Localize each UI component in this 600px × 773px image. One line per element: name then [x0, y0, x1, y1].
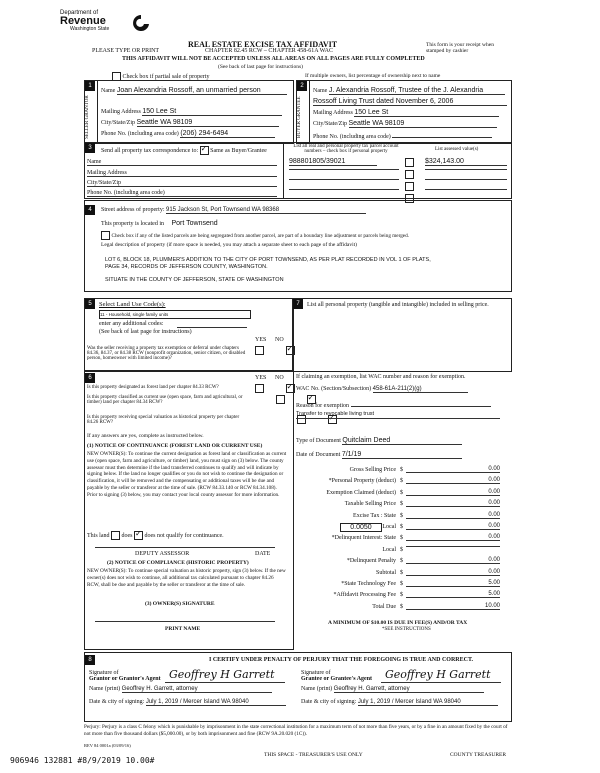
form-title: REAL ESTATE EXCISE TAX AFFIDAVIT [188, 40, 338, 49]
buyer-name-label: Name [313, 88, 328, 94]
grantee-sig-label: Signature of [301, 670, 331, 676]
calc-value[interactable]: 0.00 [406, 523, 500, 530]
seller-mail-row [101, 108, 289, 116]
receipt-stamp: 906946 132881 #8/9/2019 10.00# [10, 756, 155, 765]
see-back: (See back of last page for instructions) [218, 64, 303, 70]
send-correspondence [101, 146, 267, 155]
revision: REV 84 0001a (03/09/16) [84, 743, 131, 748]
segregated-row [101, 231, 409, 240]
owner-signature-line[interactable] [95, 621, 275, 622]
dollar-sign: $ [400, 603, 403, 610]
corr-mail[interactable] [87, 170, 277, 177]
seller-name[interactable]: Joan Alexandria Rossoff, an unmarried person [117, 87, 287, 95]
parcel-checkboxes [405, 158, 415, 203]
calc-value[interactable]: 0.00 [406, 466, 500, 473]
forest-question: Is this property designated as forest land per chapter 84.33 RCW? [87, 385, 219, 390]
dollar-sign: $ [400, 467, 403, 473]
parcel-line-3[interactable] [289, 179, 399, 180]
buyer-phone[interactable] [392, 131, 492, 138]
section-1-number: 1 [85, 81, 95, 91]
additional-codes-field[interactable] [177, 327, 247, 328]
doctype-label: Type of Document [296, 438, 341, 444]
doctype[interactable]: Quitclaim Deed [342, 437, 462, 445]
seller-city-label: City/State/Zip [101, 120, 135, 126]
legal-line1: LOT 6, BLOCK 18, PLUMMER'S ADDITION TO THE CITY OF PORT TOWNSEND, AS PER PLAT RECORDED IN VOL 1 OF PLATS, [105, 257, 431, 263]
parcel-list-header: List all real and personal property tax parcel account numbers – check box if personal property [293, 144, 399, 154]
forest-yes[interactable] [255, 384, 264, 393]
buyer-phone-row [313, 131, 507, 140]
seller-name-row [101, 87, 289, 95]
calc-row [292, 477, 504, 488]
owner-signature-label: (3) OWNER(S) SIGNATURE [145, 601, 215, 607]
historic-question: Is this property receiving special valuation as historical property per chapter 84.26 RCW? [87, 415, 240, 425]
grantor-signature-block [89, 670, 295, 706]
doctype-row [296, 437, 462, 445]
calc-value[interactable]: 0.00 [406, 569, 500, 576]
section-4-property [84, 200, 512, 292]
deputy-date-label: DATE [255, 551, 271, 557]
street-address[interactable]: 915 Jackson St, Port Townsend WA 98368 [166, 207, 366, 214]
legal-label: Legal description of property (if more space is needed, you may attach a separate sheet to each page of the affidavit) [101, 242, 357, 248]
dollar-sign: $ [400, 501, 403, 508]
seller-city[interactable]: Seattle WA 98109 [137, 119, 279, 127]
land-use-see: (See back of last page for instructions) [99, 329, 192, 335]
seller-phone-label: Phone No. (including area code) [101, 131, 179, 137]
docdate-row [296, 451, 462, 459]
dollar-sign: $ [400, 478, 403, 485]
personal-property-label: List all personal property (tangible and intangible) included in selling price. [307, 302, 489, 308]
grantee-agent-label: Grantee or Grantee's Agent [301, 676, 373, 682]
land-use-code[interactable]: 11 - Household, single family units [99, 310, 251, 319]
dollar-sign: $ [400, 523, 403, 530]
buyer-side-label: BUYER GRANTEE [297, 96, 302, 138]
treasurer-space: THIS SPACE - TREASURER'S USE ONLY [264, 752, 363, 758]
calc-row [292, 557, 504, 568]
reason-label: Reason for exemption [296, 403, 349, 409]
grantor-date-label: Date & city of signing: [89, 699, 145, 705]
calc-row [292, 534, 504, 545]
located-row [101, 220, 218, 227]
calc-label: Exemption Claimed (deduct) [326, 489, 396, 496]
calc-label: Gross Selling Price [349, 467, 396, 473]
parcel-line-2[interactable] [289, 169, 399, 170]
parcel-3-checkbox[interactable] [405, 182, 414, 191]
calc-label: *State Technology Fee [341, 580, 396, 587]
grantee-name-label: Name (print) [301, 686, 333, 692]
buyer-mail-label: Mailing Address [313, 110, 353, 116]
calc-value[interactable] [406, 546, 500, 547]
segregated-checkbox[interactable] [101, 231, 110, 240]
corr-city[interactable] [87, 180, 277, 187]
assessed-line-2[interactable] [425, 169, 507, 170]
does-not-checkbox[interactable] [134, 531, 143, 540]
grantee-date-label: Date & city of signing: [301, 699, 357, 705]
seller-mail-label: Mailing Address [101, 109, 141, 115]
seller-phone[interactable]: (206) 294-6494 [180, 130, 275, 138]
calc-row [292, 591, 504, 602]
land-use-label: Select Land Use Code(s): [99, 301, 166, 308]
same-as-buyer-checkbox[interactable] [200, 146, 209, 155]
buyer-name-line1[interactable]: J. Alexandria Rossoff, Trustee of the J. Alexandria [329, 87, 505, 95]
parcel-2-checkbox[interactable] [405, 170, 414, 179]
dollar-sign: $ [400, 592, 403, 599]
tax-calculation [292, 466, 504, 614]
notice-compliance-title: (2) NOTICE OF COMPLIANCE (HISTORIC PROPERTY) [107, 560, 249, 566]
section-8-number: 8 [85, 655, 95, 665]
this-land-label: This land [87, 532, 110, 539]
located-city[interactable]: Port Townsend [171, 220, 218, 227]
dollar-sign: $ [400, 489, 403, 496]
current-use-question: Is this property classified as current use (open space, farm and agricultural, or timber) land per chapter 84.34 RCW? [87, 395, 243, 405]
does-label: does [121, 532, 133, 539]
qualify-label: qualify for continuance. [166, 532, 224, 539]
calc-value[interactable]: 0.00 [406, 489, 500, 496]
street-label: Street address of property: [101, 207, 165, 213]
receipt-note: This form is your receipt when stamped by cashier [426, 42, 494, 54]
send-label: Send all property tax correspondence to: [101, 147, 199, 154]
s5-yes-header: YES [255, 337, 267, 343]
print-name-label: PRINT NAME [165, 626, 201, 632]
s5-no-header: NO [275, 337, 284, 343]
same-as-buyer-label: Same as Buyer/Grantee [210, 147, 267, 154]
logo-line2: Revenue [60, 15, 106, 27]
parcel-line-4[interactable] [289, 189, 399, 190]
wac-number[interactable]: 458-61A-211(2)(g) [373, 386, 468, 393]
dollar-sign: $ [400, 580, 403, 587]
logo-line3: Washington State [70, 26, 110, 32]
notice-continuance-title: (1) NOTICE OF CONTINUANCE (FOREST LAND OR CURRENT USE) [87, 443, 263, 449]
calc-label: Local [382, 523, 396, 530]
calc-value[interactable]: 5.00 [406, 591, 500, 598]
dollar-sign: $ [400, 569, 403, 576]
buyer-name-line2[interactable]: Rossoff Living Trust dated November 6, 2006 [313, 98, 507, 106]
section-5-number: 5 [85, 299, 95, 309]
grantee-signature-block [301, 670, 507, 706]
buyer-mail[interactable]: 150 Lee St [354, 109, 499, 117]
calc-row [292, 466, 504, 477]
legal-line3: SITUATE IN THE COUNTY OF JEFFERSON, STATE OF WASHINGTON [105, 277, 284, 283]
parcel-1-checkbox[interactable] [405, 158, 414, 167]
perjury-notice: Perjury: Perjury is a class C felony which is punishable by imprisonment in the state correctional institution for a maximum term of not more than five years, or by a fine in an amount fixed by the court of not more than five thousand dollars ($5,000.00), or by both imprisonment and fine (RCW 9A.20.020 (1C)). [84, 724, 508, 737]
dollar-sign: $ [400, 546, 403, 553]
calc-row [292, 569, 504, 580]
section-7-exemption [292, 370, 510, 648]
calc-value[interactable]: 10.00 [406, 603, 500, 610]
calc-label: *Delinquent Interest: State [331, 535, 396, 542]
street-row [101, 207, 366, 214]
calc-label: Taxable Selling Price [344, 501, 396, 508]
docdate-label: Date of Document [296, 452, 341, 458]
dor-logo [60, 10, 160, 42]
seller-mail[interactable]: 150 Lee St [142, 108, 282, 116]
form-warning: THIS AFFIDAVIT WILL NOT BE ACCEPTED UNLESS ALL AREAS ON ALL PAGES ARE FULLY COMPLETED [122, 56, 425, 62]
corr-phone-label: Phone No. (including area code) [87, 190, 165, 196]
assessed-header: List assessed value(s) [435, 147, 479, 152]
corr-city-label: City/State/Zip [87, 180, 121, 186]
does-checkbox[interactable] [111, 531, 120, 540]
grantor-signature[interactable]: Geoffrey H Garrett [169, 668, 275, 681]
assessed-line-4[interactable] [425, 189, 507, 190]
seller-name-label: Name [101, 88, 116, 94]
grantor-agent-label: Grantor or Grantor's Agent [89, 676, 161, 682]
form-chapter: CHAPTER 82.45 RCW – CHAPTER 458-61A WAC [205, 48, 333, 54]
grantor-sig-label: Signature of [89, 670, 119, 676]
calc-row [292, 512, 504, 523]
section-2-buyer [296, 80, 512, 144]
exemption-question: Was the seller receiving a property tax exemption or deferral under chapters 84.36, 84.37, or 84.38 RCW (nonprofit organization, senior citizen, or disabled person, homeowner with limited income)? [87, 346, 246, 361]
section-4-number: 4 [85, 205, 95, 215]
please-type: PLEASE TYPE OR PRINT [92, 48, 160, 54]
see-instructions: *SEE INSTRUCTIONS [382, 627, 431, 632]
buyer-name-row [313, 87, 507, 95]
seller-city-row [101, 119, 289, 127]
segregated-label: Check box if any of the listed parcels are being segregated from another parcel, are part of a boundary line adjustment or parcels being merged. [111, 232, 409, 239]
wac-label: WAC No. (Section/Subsection) [296, 386, 372, 392]
corr-mail-label: Mailing Address [87, 170, 127, 176]
buyer-city-row [313, 120, 507, 128]
grantee-signature[interactable]: Geoffrey H Garrett [385, 668, 491, 681]
certify-statement: I CERTIFY UNDER PENALTY OF PERJURY THAT THE FOREGOING IS TRUE AND CORRECT. [209, 657, 474, 663]
minimum-note: A MINIMUM OF $10.00 IS DUE IN FEE(S) AND/OR TAX [328, 620, 468, 626]
corr-name-label: Name [87, 159, 102, 165]
section-7-personal-property [292, 298, 512, 372]
grantor-name[interactable]: Geoffrey H. Garrett, attorney [122, 686, 272, 693]
calc-row [292, 500, 504, 511]
multiple-owners-note: If multiple owners, list percentage of ownership next to name [305, 73, 441, 79]
dollar-sign: $ [400, 535, 403, 542]
calc-row [292, 523, 504, 534]
calc-row [292, 546, 504, 557]
calc-value[interactable]: 0.00 [406, 512, 500, 519]
dollar-sign: $ [400, 558, 403, 565]
corr-phone[interactable] [87, 190, 277, 197]
notice-continuance-body: NEW OWNER(S): To continue the current designation as forest land or classification as current use (open space, farm and agriculture, or timber) land, you must sign on (3) below. The county assessor must then determine if the land transferred continues to qualify and will indicate by signing below. If the land no longer qualifies or you do not wish to continue the designation or classification, it will be removed and the compensating or additional taxes will be due and payable by the seller or transferor at the time of sale. (RCW 84.33.140 or RCW 84.34.108). Prior to signing (3) below, you may contact your local county assessor for more information. [87, 451, 287, 498]
s6-no-header: NO [275, 375, 284, 381]
section-7-number: 7 [293, 299, 303, 309]
county-treasurer: COUNTY TREASURER [450, 752, 507, 758]
calc-value[interactable]: 0.00 [406, 477, 500, 484]
calc-value[interactable]: 5.00 [406, 580, 500, 587]
calc-row [292, 603, 504, 614]
s6-yes-header: YES [255, 375, 267, 381]
docdate[interactable]: 7/1/19 [342, 451, 462, 459]
assessed-line-3[interactable] [425, 179, 507, 180]
grantee-sig-line[interactable] [381, 682, 501, 683]
calc-row [292, 489, 504, 500]
section-2-number: 2 [297, 81, 307, 91]
parcel-number[interactable]: 988801805/39021 [289, 158, 377, 166]
buyer-phone-label: Phone No. (including area code) [313, 134, 391, 140]
seller-side-label: SELLER GRANTOR [85, 95, 90, 139]
calc-value[interactable]: 0.00 [406, 557, 500, 564]
assessed-value[interactable]: $324,143.00 [425, 158, 507, 166]
deputy-assessor-label: DEPUTY ASSESSOR [135, 551, 190, 557]
calc-value[interactable]: 0.00 [406, 500, 500, 507]
reason-text[interactable]: Transfer to revocable living trust [296, 411, 375, 417]
current-use-yes[interactable] [276, 395, 285, 404]
buyer-city-label: City/State/Zip [313, 121, 347, 127]
grantor-sig-line[interactable] [165, 682, 285, 683]
buyer-mail-row [313, 109, 507, 117]
exemption-header: If claiming an exemption, list WAC number and reason for exemption. [296, 374, 466, 380]
calc-label: *Delinquent Penalty [346, 558, 396, 565]
calc-label: *Affidavit Processing Fee [333, 592, 396, 599]
does-not-label: does not [144, 532, 165, 539]
if-any-yes: If any answers are yes, complete as instructed below. [87, 433, 204, 439]
deputy-signature-line[interactable] [95, 547, 275, 548]
local-rate[interactable]: 0.0050 [340, 523, 382, 532]
section-3-correspondence [84, 142, 512, 199]
grantee-date[interactable]: July 1, 2019 / Mercer Island WA 98040 [358, 699, 498, 706]
logo-swirl-icon [132, 14, 150, 34]
section-6-designation [84, 370, 294, 650]
reason-line-2[interactable] [296, 418, 500, 419]
section-6-number: 6 [85, 373, 95, 383]
dollar-sign: $ [400, 512, 403, 519]
wac-row [296, 386, 468, 393]
corr-name[interactable] [87, 159, 277, 166]
reason-row [296, 400, 491, 409]
legal-line2: PAGE 34, RECORDS OF JEFFERSON COUNTY, WASHINGTON. [105, 264, 268, 270]
reason-line[interactable] [351, 400, 491, 407]
partial-sale-label: Check box if partial sale of property [122, 73, 210, 80]
located-label: This property is located in [101, 221, 164, 227]
calc-label: Subtotal [375, 569, 396, 576]
logo-line1: Department of [60, 10, 99, 16]
section-5-land-use [84, 298, 294, 372]
grantee-name[interactable]: Geoffrey H. Garrett, attorney [334, 686, 484, 693]
calc-label: Total Due [372, 603, 396, 610]
grantor-date[interactable]: July 1, 2019 / Mercer Island WA 98040 [146, 699, 286, 706]
calc-label: Local [382, 546, 396, 553]
section-1-seller [84, 80, 294, 144]
calc-label: *Personal Property (deduct) [328, 478, 396, 485]
calc-row [292, 580, 504, 591]
buyer-city[interactable]: Seattle WA 98109 [349, 120, 497, 128]
s5-q1-yes[interactable] [255, 346, 264, 355]
notice-compliance-body: NEW OWNER(S): To continue special valuation as historic property, sign (3) below. If the new owner(s) does not wish to continue, all additional tax calculated pursuant to chapter 84.26 RCW, shall be due and payable by the seller or transferor at the time of sale. [87, 568, 286, 588]
grantor-name-label: Name (print) [89, 686, 121, 692]
qualify-row [87, 531, 224, 540]
additional-codes: enter any additional codes: [99, 321, 164, 327]
seller-phone-row [101, 130, 289, 138]
calc-value[interactable]: 0.00 [406, 534, 500, 541]
section-8-certification [84, 652, 512, 722]
calc-label: Excise Tax : State [353, 512, 396, 519]
section-3-number: 3 [85, 143, 95, 153]
